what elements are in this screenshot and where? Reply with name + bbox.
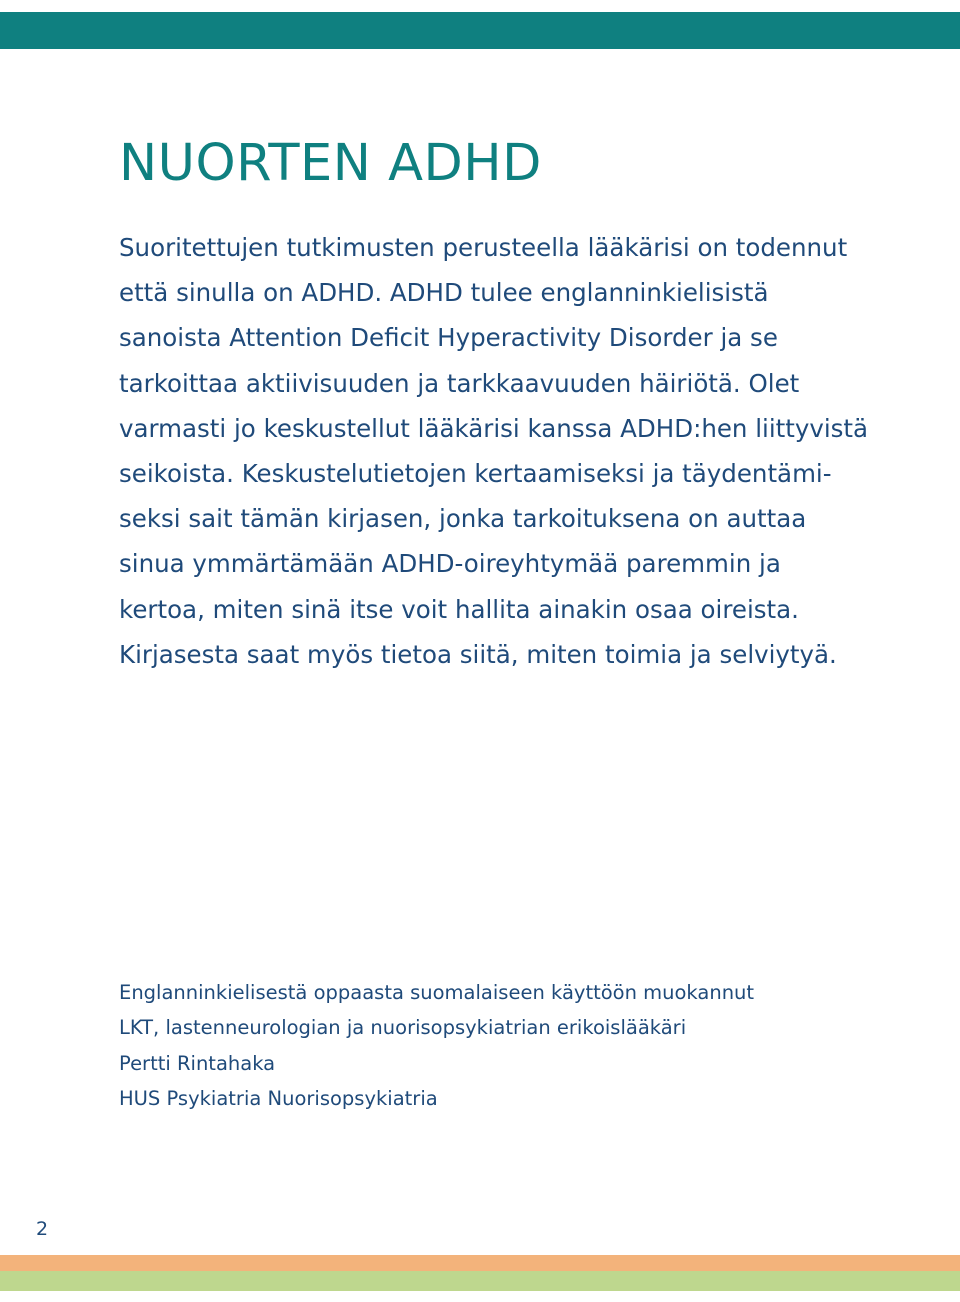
top-decorative-bar — [0, 12, 960, 49]
intro-line: sinua ymmärtämään ADHD-oireyhtymää paremmin ja — [119, 549, 781, 579]
credits-line: HUS Psykiatria Nuorisopsykiatria — [119, 1086, 438, 1110]
credits-line: LKT, lastenneurologian ja nuorisopsykiatrian erikoislääkäri — [119, 1016, 687, 1040]
intro-line: seksi sait tämän kirjasen, jonka tarkoituksena on auttaa — [119, 504, 807, 534]
intro-line: että sinulla on ADHD. ADHD tulee englanninkielisistä — [119, 278, 769, 308]
intro-line: Kirjasesta saat myös tietoa siitä, miten toimia ja selviytyä. — [119, 639, 837, 669]
intro-paragraph — [119, 225, 879, 677]
intro-line: sanoista Attention Deficit Hyperactivity Disorder ja se — [119, 323, 778, 353]
intro-line: kertoa, miten sinä itse voit hallita ainakin osaa oireista. — [119, 594, 799, 624]
intro-line: varmasti jo keskustellut lääkärisi kanssa ADHD:hen liittyvistä — [119, 413, 869, 443]
intro-line: seikoista. Keskustelutietojen kertaamiseksi ja täydentämi- — [119, 459, 832, 489]
credits-line: Englanninkielisestä oppaasta suomalaiseen käyttöön muokannut — [119, 981, 755, 1004]
page-number: 2 — [36, 1218, 49, 1240]
bottom-decorative-bar-green — [0, 1271, 960, 1291]
credits-line: Pertti Rintahaka — [119, 1051, 276, 1075]
credits-block — [119, 975, 879, 1116]
intro-line: Suoritettujen tutkimusten perusteella lääkärisi on todennut — [119, 233, 848, 262]
page-title: NUORTEN ADHD — [119, 134, 542, 193]
intro-line: tarkoittaa aktiivisuuden ja tarkkaavuuden häiriötä. Olet — [119, 368, 800, 398]
bottom-decorative-bar-orange — [0, 1255, 960, 1271]
